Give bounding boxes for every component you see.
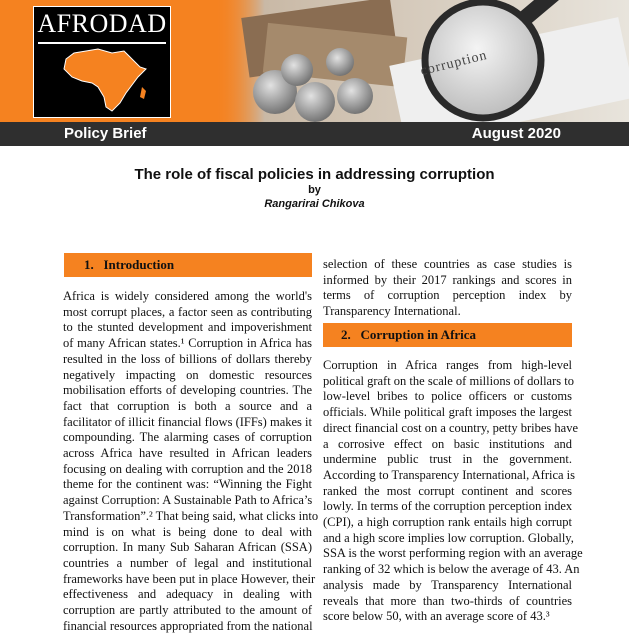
text-line: across Africa have resulted in African leaders <box>63 446 312 461</box>
text-line: mobilisation efforts of developing countries. The <box>63 383 312 398</box>
text-line: focusing on dealing with corruption and the 2018 <box>63 461 312 476</box>
text-line: Transformation”.² That being said, what clicks into <box>63 508 319 523</box>
text-line: compounding. The alarming cases of corruption <box>63 430 312 445</box>
text-line: informed by their 2017 rankings and scores in <box>323 272 572 287</box>
logo-text: AFRODAD <box>37 9 167 38</box>
header-banner <box>0 0 629 122</box>
text-line: countries a number of legal and institutional <box>63 555 312 570</box>
text-line: resulted in the loss of billions of dollars thereby <box>63 351 312 366</box>
author-name: Rangarirai Chikova <box>264 198 365 210</box>
text-line: lowly. In terms of the corruption perception index <box>323 499 573 514</box>
text-line: corruption are partly attributed to the amount of <box>63 603 312 618</box>
text-line: theme for the continent was: “Winning the Fight <box>63 477 312 492</box>
text-line: selection of these countries as case studies is <box>323 257 572 271</box>
text-line: most corrupt places, a factor seen as contributing <box>63 304 312 319</box>
text-line: direct financial cost on a country, petty bribes have <box>323 420 578 435</box>
text-line: Transparency International. <box>323 304 461 319</box>
text-line: financial resources appropriated from the national <box>63 618 313 633</box>
text-line: low-level bribes to police officers or customs <box>323 389 572 404</box>
text-line: According to Transparency International, Africa is <box>323 467 576 482</box>
text-line: officials. While political graft imposes the largest <box>323 405 572 420</box>
africa-map-icon <box>54 47 154 115</box>
section-number: 2. <box>341 327 351 342</box>
text-line: fact that corruption is both a source and a <box>63 398 312 413</box>
text-line: undermine public trust in the government. <box>323 452 572 467</box>
right-column-section2-text <box>323 358 583 625</box>
text-line: to the stunted development and impoverishment <box>63 320 312 335</box>
afrodad-logo <box>33 6 171 118</box>
section-number: 1. <box>84 257 94 272</box>
text-line: and a high score implies low corruption. Globally, <box>323 530 574 545</box>
section-heading-introduction <box>64 253 312 277</box>
text-line: ranking of 32 which is below the average of 43. An <box>323 562 580 577</box>
text-line: mind is on what is being done to deal with <box>63 524 312 539</box>
corruption-word: corruption <box>419 47 490 80</box>
text-line: political graft on the scale of millions of dollars to <box>323 373 574 388</box>
section-title: Introduction <box>103 257 175 272</box>
text-line: effectiveness and adequacy in dealing with <box>63 587 312 602</box>
text-line: SSA is the worst performing region with an average <box>323 546 583 561</box>
text-line: frameworks have been put in place However, their <box>63 571 316 586</box>
text-line: against Corruption: A Sustainable Path to Africa’s <box>63 493 313 508</box>
text-line: analysis made by Transparency International <box>323 577 572 592</box>
text-line: score below 50, with an average score of 43.³ <box>323 609 550 624</box>
text-line: corruption. In many Sub Saharan African (SSA) <box>63 540 312 555</box>
section-title: Corruption in Africa <box>360 327 477 342</box>
text-line: facilitator of illicit financial flows (IFFs) makes it <box>63 414 312 429</box>
text-line: Corruption in Africa ranges from high-level <box>323 358 572 372</box>
text-line: of many African states.¹ Corruption in Africa has <box>63 336 312 351</box>
text-line: reveals that more than two-thirds of countries <box>323 593 572 608</box>
right-column-intro-text <box>323 257 572 320</box>
text-line: (CPI), a high corruption rank entails high corrupt <box>323 515 572 530</box>
header-photo <box>215 0 629 122</box>
byline: by <box>308 184 321 196</box>
left-column-text <box>63 289 319 634</box>
document-title: The role of fiscal policies in addressing corruption <box>134 166 495 183</box>
logo-divider <box>38 42 166 44</box>
text-line: terms of corruption perception index by <box>323 288 572 303</box>
brief-bar <box>0 122 629 146</box>
text-line: negatively impacting on domestic resources <box>63 367 312 382</box>
text-line: a corrosive effect on basic institutions and <box>323 436 572 451</box>
text-line: Africa is widely considered among the world's <box>63 289 312 303</box>
doc-date: August 2020 <box>471 125 561 142</box>
doc-type: Policy Brief <box>64 125 147 142</box>
text-line: ranked the most corrupt continent and scores <box>323 483 572 498</box>
section-heading-corruption-in-africa <box>323 323 572 347</box>
